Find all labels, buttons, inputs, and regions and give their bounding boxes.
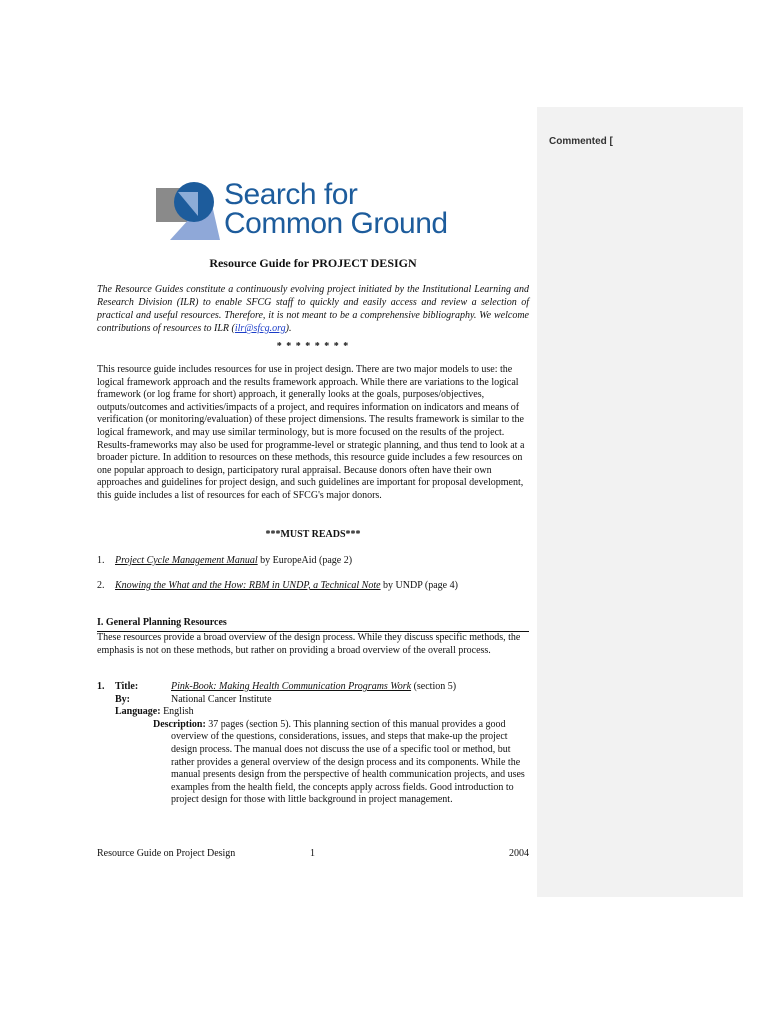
entry-by-row: [97, 694, 529, 707]
entry-language-row: [97, 706, 529, 719]
entry-title-rest: (section 5): [411, 681, 457, 692]
intro-paragraph: [97, 283, 529, 335]
entry-description: [153, 718, 529, 807]
resource-entry: [97, 681, 529, 807]
body-paragraph: This resource guide includes resources for use in project design. There are two major models to use: the logical framework approach and the results framework approach. While there are variations to the logical framework (or log frame for short) approach, it generally looks at the goals, purposes/objectives, outputs/outcomes and activities/impacts of a project, and requires information on indicators and means of verification (or monitoring/evaluation) of these project dimensions. The results framework is similar to the logical framework, and may use similar terminology, but is more focused on the results of the project. Results-frameworks may also be used for programme-level or strategic planning, and thus tend to look at a broader picture. In addition to resources on these methods, this resource guide includes a few resources on one popular approach to design, participatory rural appraisal. Because donors often have their own approaches and guidelines for project design, and such guidelines are important for proposal development, this guide includes a list of resources for each of SFCG's major donors.: [97, 364, 525, 501]
entry-title-row: [97, 681, 529, 694]
logo-text: [224, 180, 448, 238]
footer-page-number: 1: [310, 848, 315, 859]
comment-title: Commented [: [549, 136, 613, 147]
footer-title: Resource Guide on Project Design: [97, 848, 236, 859]
section-heading: I. General Planning Resources: [97, 617, 529, 632]
entry-title-value: [171, 681, 456, 694]
must-read-item: [97, 555, 529, 568]
entry-language-value: English: [160, 706, 194, 718]
logo-line-2: Common Ground: [224, 207, 448, 240]
entry-description-label: Description:: [153, 718, 206, 730]
entry-title-link[interactable]: Pink-Book: Making Health Communication Programs Work: [171, 681, 412, 692]
comment-panel: [537, 107, 743, 897]
must-read-number: 1.: [97, 555, 105, 566]
entry-by-value: National Cancer Institute: [171, 693, 272, 705]
must-read-item: [97, 580, 529, 593]
must-read-rest: by UNDP (page 4): [380, 580, 458, 591]
entry-description-row: [97, 719, 529, 807]
entry-by-label: By:: [115, 693, 130, 705]
must-read-link[interactable]: Project Cycle Management Manual: [115, 555, 258, 566]
divider-stars: * * * * * * * *: [276, 341, 350, 352]
must-read-number: 2.: [97, 580, 105, 591]
footer-year: 2004: [509, 848, 529, 859]
must-read-rest: by EuropeAid (page 2): [257, 555, 353, 566]
entry-language: [115, 706, 194, 719]
must-read-link[interactable]: Knowing the What and the How: RBM in UNDP, a Technical Note: [115, 580, 381, 591]
logo-line-1: Search for: [224, 178, 358, 211]
entry-title-label: Title:: [115, 681, 139, 692]
email-link[interactable]: ilr@sfcg.org: [234, 323, 286, 334]
section-description: These resources provide a broad overview of the design process. While they discuss specific methods, the emphasis is not on these methods, but rather on providing a broad overview of the overall process.: [97, 632, 521, 656]
intro-end: ).: [285, 323, 292, 334]
must-reads-heading: ***MUST READS***: [265, 529, 361, 540]
intro-text: The Resource Guides constitute a continuously evolving project initiated by the Institutional Learning and Research Division (ILR) to enable SFCG staff to quickly and easily access and review a selection of practical and useful resources. Therefore, it is not meant to be a comprehensive bibliography. We welcome contributions of resources to ILR (: [97, 284, 529, 334]
entry-language-label: Language:: [115, 706, 161, 718]
entry-number: 1.: [97, 681, 105, 692]
entry-description-value: 37 pages (section 5). This planning section of this manual provides a good overview of the questions, considerations, issues, and steps that make-up the project design process. The manual does not discuss the use of a specific tool or method, but rather provides a general overview of the design process and its components. While the manual presents design from the perspective of health communication projects, and uses examples from the health field, the concepts apply across fields. Good introduction to project design for those with little background in project management.: [171, 718, 525, 806]
document-title: Resource Guide for PROJECT DESIGN: [209, 256, 417, 270]
